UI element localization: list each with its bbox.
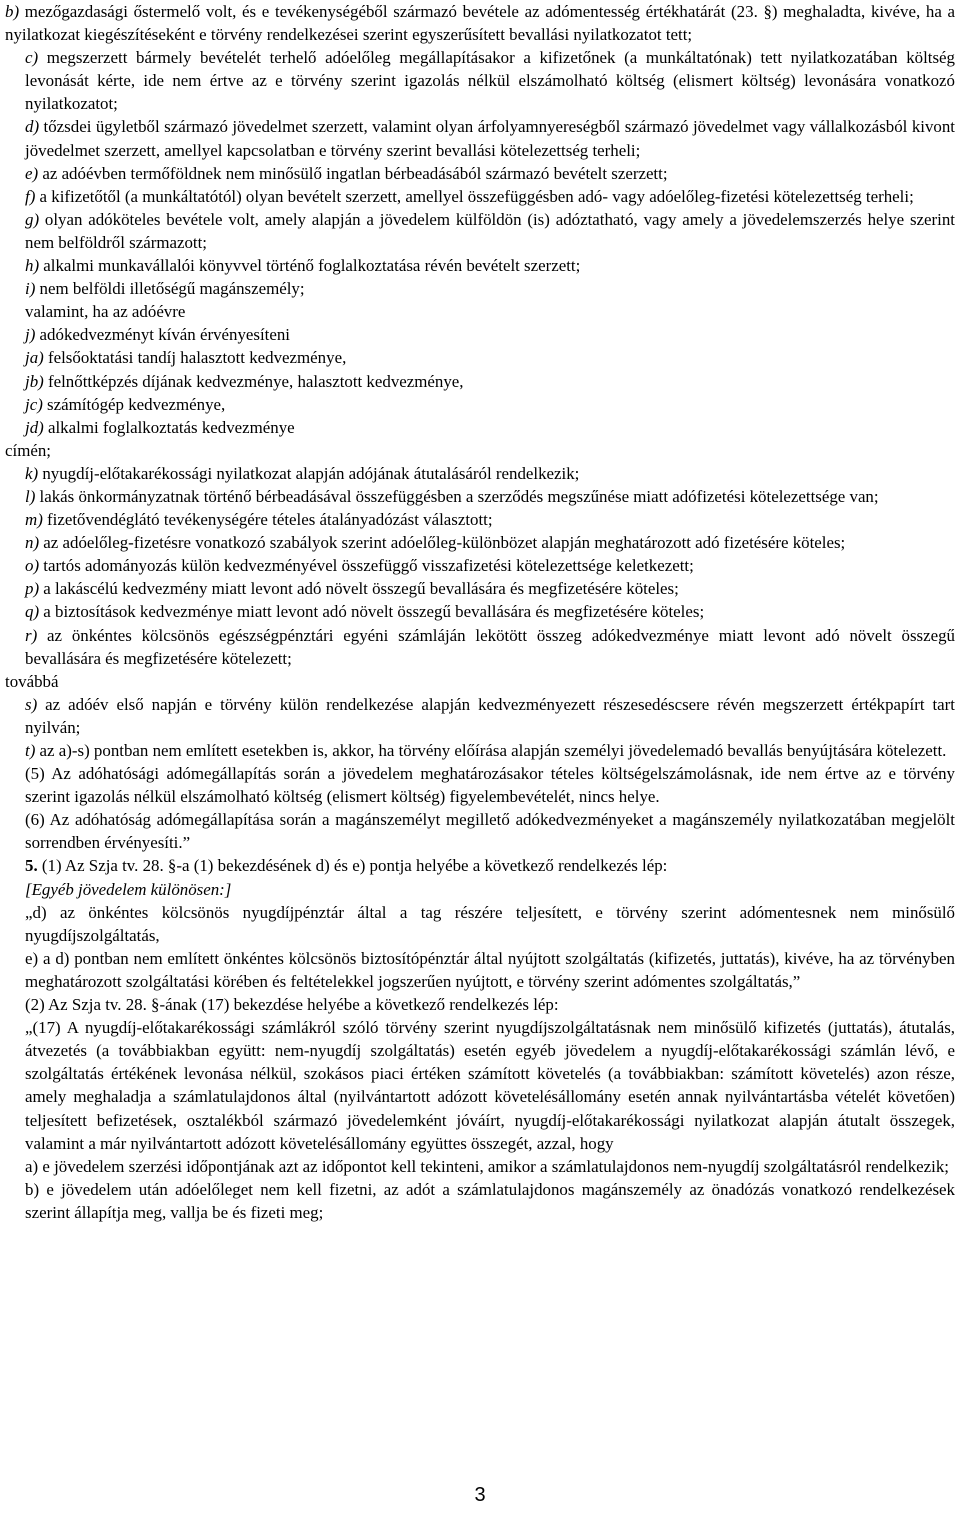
paragraph-jb — [5, 370, 955, 393]
paragraph-ja — [5, 346, 955, 369]
item-label: d) — [25, 117, 40, 137]
item-label: p) — [25, 579, 40, 599]
paragraph-text: (6) Az adóhatóság adómegállapítása során a magánszemélyt megillető adókedvezményeket a magánszemély nyilatkozatában megjelölt sorrendben érvényesíti.” — [25, 810, 955, 853]
paragraph-text: az adóévben termőföldnek nem minősülő ingatlan bérbeadásából származó bevételt szerzett; — [38, 163, 668, 183]
paragraph-r — [5, 624, 955, 670]
paragraph-text: számítógép kedvezménye, — [42, 394, 226, 414]
item-label: o) — [25, 556, 40, 576]
item-label: ja) — [25, 348, 44, 368]
item-label: h) — [25, 256, 40, 276]
paragraph-text: az adóév első napján e törvény külön rendelkezése alapján kedvezményezett részesedéscsere révén megszerzett értékpapírt tart nyilván; — [25, 694, 955, 737]
paragraph-cimen — [5, 439, 955, 462]
paragraph-text: e) a d) pontban nem említett önkéntes kölcsönös biztosítópénztár által nyújtott szolgáltatás (kifizetés, juttatás), kivéve, ha az törvényben meghatározott szolgáltatási körében és feltételekkel jogszerűen nyújtott, e törvény szerint adómentes szolgáltatás,” — [25, 948, 955, 991]
item-label: q) — [25, 602, 40, 622]
paragraph-text: alkalmi foglalkoztatás kedvezménye — [43, 417, 295, 437]
paragraph-text: [Egyéb jövedelem különösen:] — [25, 879, 232, 899]
item-label: n) — [25, 533, 40, 553]
paragraph-text: az önkéntes kölcsönös egészségpénztári egyéni számláján lekötött összeg adókedvezménye miatt levont adó növelt összegű bevallására és megfizetésére kötelezett; — [25, 625, 955, 668]
item-label: jd) — [25, 417, 44, 437]
paragraph-text: címén; — [5, 440, 51, 460]
paragraph-text: (5) Az adóhatósági adómegállapítás során a jövedelem meghatározásakor tételes költségelszámolásnak, ide nem értve az e törvény szerint igazolás nélkül elszámolható költség (elismert költség) figyelembevételét, nincs helye. — [25, 764, 955, 807]
paragraph-valamint — [5, 300, 955, 323]
paragraph-j — [5, 323, 955, 346]
item-label: i) — [25, 279, 36, 299]
paragraph-text: valamint, ha az adóévre — [25, 302, 186, 322]
section-number: 5. — [25, 856, 38, 876]
paragraph-text: (2) Az Szja tv. 28. §-ának (17) bekezdése helyébe a következő rendelkezés lép: — [25, 995, 559, 1015]
paragraph-text: felsőoktatási tandíj halasztott kedvezménye, — [43, 348, 347, 368]
paragraph-text: adókedvezményt kíván érvényesíteni — [35, 325, 290, 345]
paragraph-text: nyugdíj-előtakarékossági nyilatkozat alapján adójának átutalásáról rendelkezik; — [38, 463, 580, 483]
paragraph-17-a — [5, 1155, 955, 1178]
item-label: k) — [25, 463, 39, 483]
paragraph-text: az a)-s) pontban nem említett esetekben is, akkor, ha törvény előírása alapján személyi jövedelemadó bevallás benyújtására kötelezett. — [35, 741, 947, 760]
paragraph-text: mezőgazdasági őstermelő volt, és e tevékenységéből származó bevétele az adómentesség értékhatárát (23. §) meghaladta, kivéve, ha a nyilatkozat kiegészítéseként e törvény rendelkezései szerint egyszerűsített bevallási nyilatkozatot tett; — [5, 2, 955, 45]
paragraph-tovabba — [5, 670, 955, 693]
paragraph-c — [5, 46, 955, 115]
page-number: 3 — [474, 1484, 486, 1506]
paragraph-text: fizetővendéglátó tevékenységére tételes átalányadózást választott; — [42, 510, 493, 530]
section-5-heading — [5, 854, 955, 877]
paragraph-m — [5, 508, 955, 531]
paragraph-text: alkalmi munkavállalói könyvvel történő foglalkoztatása révén bevételt szerzett; — [39, 256, 581, 276]
item-label: f) — [25, 186, 36, 206]
item-label: r) — [25, 625, 38, 645]
bracket-heading — [5, 878, 955, 901]
paragraph-text: „d) az önkéntes kölcsönös nyugdíjpénztár által a tag részére teljesített, e törvény szerint adómentesnek nem minősülő nyugdíjszolgáltatás, — [25, 902, 955, 945]
item-label: l) — [25, 486, 36, 506]
item-label: jb) — [25, 371, 44, 391]
paragraph-text: tartós adományozás külön kedvezményével összefüggő visszafizetési kötelezettsége keletkezett; — [39, 556, 694, 576]
paragraph-p — [5, 577, 955, 600]
item-label: j) — [25, 325, 36, 345]
paragraph-text: a kifizetőtől (a munkáltatótól) olyan bevételt szerzett, amellyel összefüggésben adó- vagy adóelőleg-fizetési kötelezettség terheli; — [35, 186, 914, 206]
item-label: s) — [25, 694, 38, 714]
paragraph-text: megszerzett bármely bevételét terhelő adóelőleg megállapításakor a kifizetőnek (a munkáltatónak) tett nyilatkozatában költség levonását kérte, ide nem értve az e törvény szerint igazolás nélkül elszámolható költség (elismert költség) levonására vonatkozó nyilatkozatot; — [25, 48, 955, 114]
paragraph-5 — [5, 762, 955, 808]
paragraph-text: felnőttképzés díjának kedvezménye, halasztott kedvezménye, — [43, 371, 464, 391]
paragraph-e — [5, 162, 955, 185]
paragraph-text: nem belföldi illetőségű magánszemély; — [35, 279, 305, 299]
paragraph-text: az adóelőleg-fizetésre vonatkozó szabályok szerint adóelőleg-különbözet alapján meghatározott adó fizetésére köteles; — [39, 533, 846, 553]
item-label: b) — [5, 2, 20, 21]
item-label: m) — [25, 510, 43, 530]
paragraph-f — [5, 185, 955, 208]
paragraph-text: a) e jövedelem szerzési időpontjának azt az időpontot kell tekinteni, amikor a számlatulajdonos nem-nyugdíj szolgáltatásról rendelkezik; — [25, 1156, 949, 1176]
paragraph-d — [5, 115, 955, 161]
item-label: e) — [25, 163, 39, 183]
paragraph-text: „(17) A nyugdíj-előtakarékossági számlákról szóló törvény szerint nyugdíjszolgáltatásnak nem minősülő kifizetés (juttatás), átutalás, átvezetés (a továbbiakban együtt: nem-nyugdíj szolgáltatás) esetén egyéb jövedelem a nyugdíj-előtakarékossági számlán lévő, e szolgáltatás értékének levonása nélkül, szokásos piaci értéken számított követelés (a továbbiakban: számított követelés) azon része, amely meghaladja a számlatulajdonos által (nyilvántartott adózott követelésállomány esetén annak nyilvántartásba vételét követően) teljesített befizetések, osztalékból származó jövedelemként jóváírt, nyugdíj-előtakarékossági nyilatkozat alapján átutalt összegek, valamint a már nyilvántartott adózott követelésállomány együttes összegét, azzal, hogy — [25, 1018, 955, 1153]
paragraph-jc — [5, 393, 955, 416]
paragraph-n — [5, 531, 955, 554]
paragraph-l — [5, 485, 955, 508]
paragraph-text: lakás önkormányzatnak történő bérbeadásával összefüggésben a szerződés megszűnése miatt adófizetési kötelezettsége van; — [35, 486, 879, 506]
paragraph-text: olyan adóköteles bevétele volt, amely alapján a jövedelem külföldön (is) adóztatható, vagy amely a jövedelemszerzés helye szerint nem belföldről származott; — [25, 209, 955, 252]
paragraph-text: a biztosítások kedvezménye miatt levont adó növelt összegű bevallására és megfizetésére köteles; — [39, 602, 705, 622]
paragraph-q — [5, 600, 955, 623]
item-label: t) — [25, 741, 36, 760]
paragraph-s — [5, 693, 955, 739]
paragraph-jd — [5, 416, 955, 439]
paragraph-i — [5, 277, 955, 300]
paragraph-2 — [5, 993, 955, 1016]
paragraph-text: (1) Az Szja tv. 28. §-a (1) bekezdésének d) és e) pontja helyébe a következő rendelkezés lép: — [37, 856, 668, 876]
paragraph-17-b — [5, 1178, 955, 1224]
paragraph-b — [5, 0, 955, 46]
paragraph-text: a lakáscélú kedvezmény miatt levont adó növelt összegű bevallására és megfizetésére köteles; — [39, 579, 679, 599]
paragraph-h — [5, 254, 955, 277]
paragraph-quote-e — [5, 947, 955, 993]
item-label: g) — [25, 209, 40, 229]
paragraph-text: tőzsdei ügyletből származó jövedelmet szerzett, valamint olyan árfolyamnyereségből származó jövedelmet vagy vállalkozásból kivont jövedelmet szerzett, amellyel kapcsolatban e törvény szerint bevallási kötelezettség terheli; — [25, 117, 955, 160]
paragraph-6 — [5, 808, 955, 854]
paragraph-text: továbbá — [5, 671, 59, 691]
item-label: jc) — [25, 394, 43, 414]
paragraph-quote-d — [5, 901, 955, 947]
paragraph-t — [5, 739, 955, 762]
paragraph-g — [5, 208, 955, 254]
item-label: c) — [25, 48, 39, 68]
paragraph-k — [5, 462, 955, 485]
document-body — [5, 0, 955, 1224]
paragraph-17 — [5, 1016, 955, 1155]
paragraph-o — [5, 554, 955, 577]
paragraph-text: b) e jövedelem után adóelőleget nem kell fizetni, az adót a számlatulajdonos magánszemély az önadózás vonatkozó rendelkezések szerint állapítja meg, vallja be és fizeti meg; — [25, 1179, 955, 1222]
